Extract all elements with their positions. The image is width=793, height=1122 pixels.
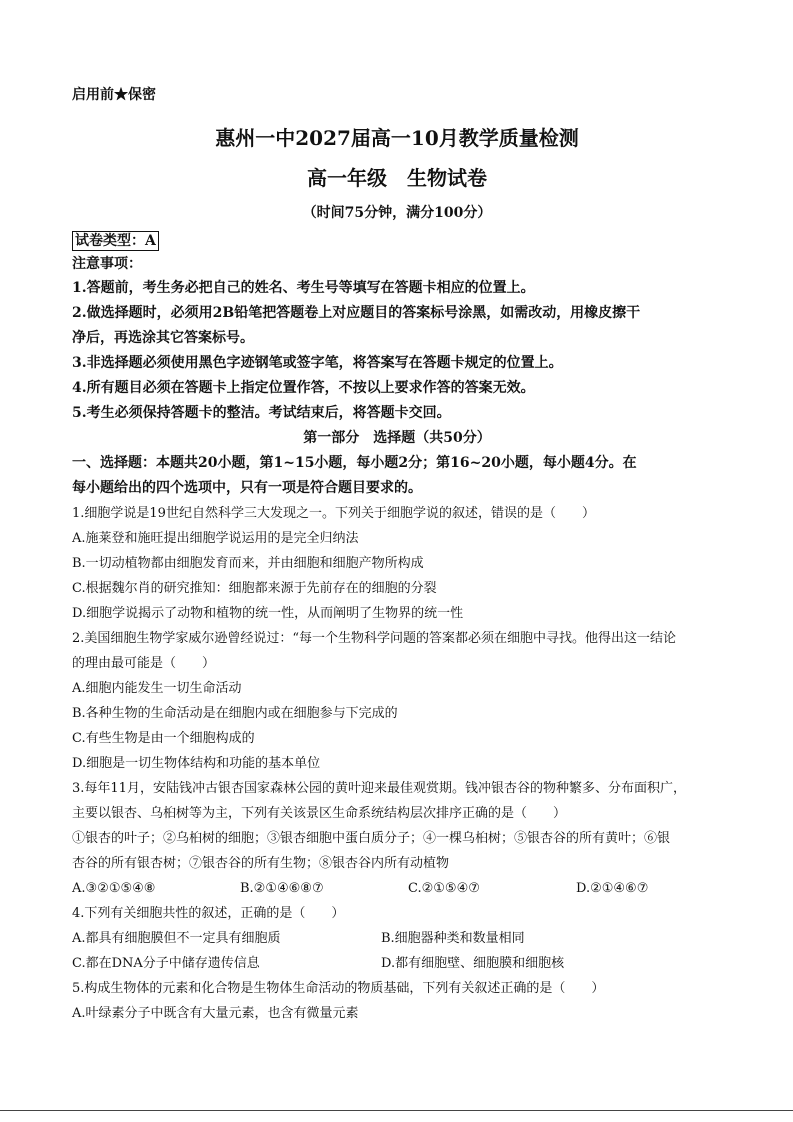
note-item: 4.所有题目必须在答题卡上指定位置作答，不按以上要求作答的答案无效。 (72, 380, 535, 396)
question-3-option-a: A.③②①⑤④⑧ (72, 881, 156, 896)
question-2-option-a: A.细胞内能发生一切生命活动 (72, 681, 242, 696)
note-item: 2.做选择题时，必须用2B铅笔把答题卷上对应题目的答案标号涂黑，如需改动，用橡皮擦干 (72, 305, 641, 321)
exam-subtitle: 高一年级 生物试卷 (307, 166, 487, 190)
question-5-option-a: A.叶绿素分子中既含有大量元素，也含有微量元素 (72, 1006, 359, 1021)
question-2-stem: 的理由最可能是（ ） (72, 656, 216, 671)
section-instructions: 一、选择题：本题共20小题，第1~15小题，每小题2分；第16~20小题，每小题4分。在 (72, 455, 637, 471)
question-2-option-b: B.各种生物的生命活动是在细胞内或在细胞参与下完成的 (72, 706, 398, 721)
question-5-stem: 5.构成生物体的元素和化合物是生物体生命活动的物质基础，下列有关叙述正确的是（ ） (72, 981, 605, 996)
exam-title: 惠州一中2027届高一10月教学质量检测 (215, 126, 579, 150)
question-4-option-c: C.都在DNA分子中储存遗传信息 (72, 956, 260, 971)
question-1-stem: 1.细胞学说是19世纪自然科学三大发现之一。下列关于细胞学说的叙述，错误的是（ ） (72, 506, 595, 521)
question-3-options (72, 876, 722, 901)
question-1-option-d: D.细胞学说揭示了动物和植物的统一性，从而阐明了生物界的统一性 (72, 606, 464, 621)
question-1-option-b: B.一切动植物都由细胞发育而来，并由细胞和细胞产物所构成 (72, 556, 424, 571)
question-2-option-d: D.细胞是一切生物体结构和功能的基本单位 (72, 756, 321, 771)
question-1-option-c: C.根据魏尔肖的研究推知：细胞都来源于先前存在的细胞的分裂 (72, 581, 437, 596)
section-instructions: 每小题给出的四个选项中，只有一项是符合题目要求的。 (72, 480, 422, 496)
question-4-option-d: D.都有细胞壁、细胞膜和细胞核 (381, 956, 565, 971)
paper-type-box: 试卷类型：A (72, 231, 159, 251)
question-1-option-a: A.施莱登和施旺提出细胞学说运用的是完全归纳法 (72, 531, 359, 546)
part-title: 第一部分 选择题（共50分） (303, 430, 491, 446)
notes-title: 注意事项： (72, 256, 142, 272)
note-item: 1.答题前，考生务必把自己的姓名、考生号等填写在答题卡相应的位置上。 (72, 280, 535, 296)
question-4-options (72, 926, 722, 951)
question-2-option-c: C.有些生物是由一个细胞构成的 (72, 731, 255, 746)
page-bottom-rule (0, 1110, 793, 1111)
note-item: 3.非选择题必须使用黑色字迹钢笔或签字笔，将答案写在答题卡规定的位置上。 (72, 355, 563, 371)
question-4-option-b: B.细胞器种类和数量相同 (381, 931, 525, 946)
time-info: （时间75分钟，满分100分） (302, 205, 492, 221)
question-3-stem: 主要以银杏、乌桕树等为主，下列有关该景区生命系统结构层次排序正确的是（ ） (72, 806, 567, 821)
question-4-options (72, 951, 722, 976)
question-3-option-c: C.②①⑤④⑦ (408, 881, 480, 896)
question-3-option-d: D.②①④⑥⑦ (576, 881, 649, 896)
question-2-stem: 2.美国细胞生物学家威尔逊曾经说过：“每一个生物科学问题的答案都必须在细胞中寻找。他得出这一结论 (72, 631, 677, 646)
secret-label: 启用前★保密 (72, 87, 156, 103)
exam-page (72, 84, 722, 1026)
question-4-stem: 4.下列有关细胞共性的叙述，正确的是（ ） (72, 906, 345, 921)
note-item: 5.考生必须保持答题卡的整洁。考试结束后，将答题卡交回。 (72, 405, 451, 421)
note-item: 净后，再选涂其它答案标号。 (72, 330, 254, 346)
paper-type (72, 230, 722, 252)
question-3-list: 杏谷的所有银杏树；⑦银杏谷的所有生物；⑧银杏谷内所有动植物 (72, 856, 450, 871)
question-3-stem: 3.每年11月，安陆钱冲古银杏国家森林公园的黄叶迎来最佳观赏期。钱冲银杏谷的物种繁多、分布面积广， (72, 781, 686, 796)
question-3-option-b: B.②①④⑥⑧⑦ (240, 881, 324, 896)
question-4-option-a: A.都具有细胞膜但不一定具有细胞质 (72, 931, 281, 946)
question-3-list: ①银杏的叶子；②乌桕树的细胞；③银杏细胞中蛋白质分子；④一棵乌桕树；⑤银杏谷的所有黄叶；⑥银 (72, 831, 671, 846)
